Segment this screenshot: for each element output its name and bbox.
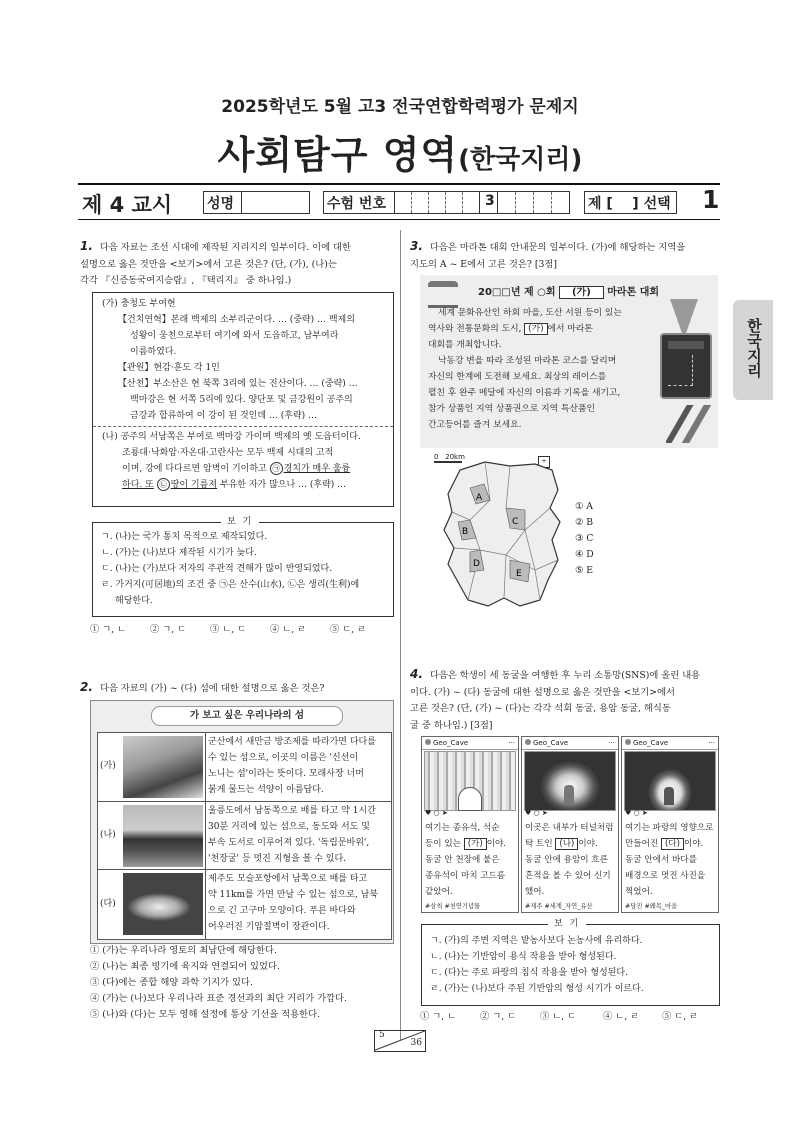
period-label: 제 4 교시 bbox=[82, 193, 173, 217]
name-field[interactable] bbox=[241, 192, 309, 213]
avatar bbox=[425, 739, 431, 745]
sns-post bbox=[521, 736, 619, 913]
bogi-item: ㄹ. (가)는 (나)보다 주된 기반암의 형성 시기가 이르다. bbox=[430, 984, 644, 994]
map-label-B: B bbox=[462, 527, 469, 537]
stem-line: 설명으로 옳은 것만을 <보기>에서 고른 것은? (단, (가), (나)는 bbox=[80, 258, 337, 270]
post-header bbox=[422, 737, 518, 750]
exam-number-cell[interactable] bbox=[428, 192, 429, 213]
ga-title: (가) 충청도 부여현 bbox=[102, 299, 176, 309]
stem-line: 각각 『신증동국여지승람』, 『택리지』 중 하나임.) bbox=[80, 275, 292, 286]
question-number: 2. bbox=[80, 680, 93, 694]
question-number: 4. bbox=[410, 667, 423, 681]
choice-4[interactable]: ④ (가)는 (나)보다 우리나라 표준 경선과의 최단 거리가 가깝다. bbox=[90, 993, 347, 1004]
person-figure bbox=[564, 785, 574, 805]
map-label-C: C bbox=[512, 517, 519, 527]
sns-post bbox=[621, 736, 719, 913]
marathon-poster bbox=[420, 275, 718, 448]
ga-line: 【산천】부소산은 현 북쪽 3리에 있는 진산이다. … (중략) … bbox=[118, 379, 358, 389]
exam-title: 2025학년도 5월 고3 전국연합학력평가 문제지 bbox=[221, 97, 579, 117]
column-divider bbox=[400, 230, 401, 1040]
ga-line: 금강과 합류하여 이 강이 된 것인데 … (후략) … bbox=[130, 411, 318, 421]
bogi-item: ㄷ. (다)는 주로 파랑의 침식 작용을 받아 형성된다. bbox=[430, 968, 628, 978]
q1-source-box bbox=[92, 292, 394, 507]
header-rule-top bbox=[78, 183, 720, 185]
row-desc: 제주도 모슬포항에서 남쪽으로 배를 타고 약 11km를 가면 만날 수 있는 섬으로, 남북 으로 긴 고구마 모양이다. 푸른 바다와 어우러진 기암절벽이 장관이다. bbox=[208, 874, 379, 932]
post-text: 여기는 종유석, 석순 등이 있는 (가) 이야. 동굴 안 천장에 붙은 종유석이 마치 고드름 같았어. bbox=[425, 823, 507, 897]
stem-line: 다음 자료의 (가) ~ (다) 섬에 대한 설명으로 옳은 것은? bbox=[99, 683, 325, 694]
exam-number-cell[interactable] bbox=[533, 192, 534, 213]
gyeongbuk-map bbox=[440, 460, 568, 610]
bogi-item: ㄷ. (나)는 (가)보다 저자의 주관적 견해가 많이 반영되었다. bbox=[101, 564, 333, 574]
select-box bbox=[584, 191, 677, 214]
map-label-E: E bbox=[516, 569, 522, 579]
map-label-D: D bbox=[473, 559, 480, 569]
choice-4[interactable]: ④ ㄴ, ㄹ bbox=[603, 1011, 640, 1022]
more-icon[interactable]: ··· bbox=[508, 739, 515, 747]
more-icon[interactable]: ··· bbox=[608, 739, 615, 747]
post-hashtags[interactable]: #삼척 #천연기념물 bbox=[425, 903, 481, 910]
bogi-item: ㄹ. 가거지(可居地)의 조건 중 ㉠은 산수(山水), ㉡은 생리(生利)에 bbox=[101, 580, 360, 590]
bogi-item: 해당한다. bbox=[115, 596, 153, 606]
exam-number-cell[interactable] bbox=[479, 192, 480, 213]
q1-source-ga bbox=[102, 296, 392, 424]
subject-title bbox=[0, 124, 800, 179]
ga-line: 【건치연혁】본래 백제의 소부리군이다. … (중략) … 백제의 bbox=[118, 315, 355, 325]
island-photo-da bbox=[123, 873, 203, 935]
name-label: 성명 bbox=[207, 196, 235, 212]
page-mark: 1 bbox=[702, 185, 720, 214]
stem-line: 이다. (가) ~ (다) 동굴에 대한 설명으로 옳은 것만을 <보기>에서 bbox=[410, 686, 676, 698]
na-line: 이며, 강에 다다르면 암벽이 기이하고 ㉠ 경치가 매우 훌륭 bbox=[122, 464, 351, 474]
question-2-stem bbox=[80, 679, 392, 698]
stem-line: 지도의 A ~ E에서 고른 것은? [3점] bbox=[410, 258, 557, 270]
post-text: 여기는 파랑의 영향으로 만들어진 (다) 이야. 동굴 안에서 바다를 배경으로 멋진 사진을 찍었어. bbox=[625, 823, 714, 897]
exam-number-cell[interactable] bbox=[515, 192, 516, 213]
exam-number-label: 수험 번호 bbox=[327, 196, 386, 212]
stem-line: 다음은 마라톤 대회 안내문의 일부이다. (가)에 해당하는 지역을 bbox=[429, 242, 686, 253]
island-photo-ga bbox=[123, 736, 203, 798]
account-name: Geo_Cave bbox=[533, 739, 569, 747]
post-hashtags[interactable]: #제주 #세계_자연_유산 bbox=[525, 903, 593, 910]
page-counter bbox=[374, 1030, 426, 1052]
choice-3[interactable]: ③ ㄴ, ㄷ bbox=[540, 1011, 577, 1022]
table-row bbox=[98, 733, 391, 801]
circle-mark: ㉠ bbox=[270, 462, 283, 475]
choice-1[interactable]: ① ㄱ, ㄴ bbox=[90, 624, 127, 635]
question-1 bbox=[80, 238, 392, 290]
row-label: (다) bbox=[100, 899, 116, 909]
post-header bbox=[622, 737, 718, 750]
question-number: 3. bbox=[410, 239, 423, 253]
stem-line: 다음은 학생이 세 동굴을 여행한 후 누리 소통망(SNS)에 올린 내용 bbox=[429, 670, 701, 681]
exam-number-cell[interactable] bbox=[394, 192, 395, 213]
table-col-divider bbox=[205, 733, 206, 939]
page-total: 36 bbox=[410, 1038, 422, 1048]
circle-mark: ㉡ bbox=[157, 478, 170, 491]
choice-5[interactable]: ⑤ E bbox=[575, 565, 594, 576]
q2-notebook bbox=[90, 700, 394, 944]
side-subject-tab-label: 한국지리 bbox=[745, 318, 763, 378]
bogi-title: 보 기 bbox=[548, 916, 586, 932]
na-line: 조룡대·낙화암·자온대·고란사는 모두 백제 시대의 고적 bbox=[122, 448, 334, 458]
island-photo-na bbox=[123, 805, 203, 867]
q1-source-divider bbox=[93, 426, 393, 427]
choice-3[interactable]: ③ C bbox=[575, 533, 594, 544]
post-actions[interactable]: ♥ ○ ➤ bbox=[625, 809, 648, 817]
choice-5[interactable]: ⑤ ㄷ, ㄹ bbox=[662, 1011, 699, 1022]
choice-5[interactable]: ⑤ ㄷ, ㄹ bbox=[330, 624, 367, 635]
post-text: 이곳은 내부가 터널처럼 탁 트인 (나) 이야. 동굴 안에 용암이 흐른 흔적을 볼 수 있어 신기 했어. bbox=[525, 823, 614, 897]
q1-source-na bbox=[102, 429, 392, 493]
runners-icon bbox=[666, 405, 712, 443]
name-box bbox=[203, 191, 310, 214]
exam-number-digit: 3 bbox=[485, 193, 495, 209]
subject-sub: (한국지리) bbox=[458, 145, 583, 175]
row-label: (나) bbox=[100, 830, 116, 840]
choice-1[interactable]: ① ㄱ, ㄴ bbox=[420, 1011, 457, 1022]
choice-2[interactable]: ② ㄱ, ㄷ bbox=[480, 1011, 517, 1022]
ga-line: 성왕이 웅천으로부터 여기에 와서 도읍하고, 남부여라 bbox=[130, 331, 339, 341]
question-1-stem bbox=[80, 238, 392, 290]
table-row bbox=[98, 869, 391, 940]
stem-line: 고른 것은? (단, (가) ~ (다)는 각각 석회 동굴, 용암 동굴, 해식동 bbox=[410, 703, 671, 714]
table-row bbox=[98, 801, 391, 870]
exam-number-cell[interactable] bbox=[445, 192, 446, 213]
exam-number-cell[interactable] bbox=[411, 192, 412, 213]
choice-2[interactable]: ② ㄱ, ㄷ bbox=[150, 624, 187, 635]
avatar bbox=[625, 739, 631, 745]
blank-ga: (가) bbox=[524, 323, 547, 335]
more-icon[interactable]: ··· bbox=[708, 739, 715, 747]
row-desc: 군산에서 새만금 방조제를 따라가면 다다를 수 있는 섬으로, 이곳의 이름은 '신선이 노니는 섬'이라는 뜻이다. 모래사장 너머 붉게 물드는 석양이 아름답다. bbox=[208, 737, 376, 795]
hanok-icon bbox=[428, 281, 458, 308]
poster-title: 20□□년 제 ○회 (가) 마라톤 대회 bbox=[478, 287, 660, 298]
page-number: 5 bbox=[379, 1030, 385, 1040]
subject-main: 사회탐구 영역 bbox=[217, 133, 459, 177]
exam-number-cell[interactable] bbox=[497, 192, 498, 213]
question-number: 1. bbox=[80, 239, 93, 253]
choice-2[interactable]: ② B bbox=[575, 517, 594, 528]
header-rule-bottom bbox=[78, 219, 720, 220]
compass-icon: + bbox=[538, 456, 550, 468]
row-label: (가) bbox=[100, 761, 116, 771]
ga-line: 이름하였다. bbox=[130, 347, 177, 357]
choice-4[interactable]: ④ ㄴ, ㄹ bbox=[270, 624, 307, 635]
choice-3[interactable]: ③ ㄴ, ㄷ bbox=[210, 624, 247, 635]
bogi-item: ㄱ. (가)의 주변 지역은 밭농사보다 논농사에 유리하다. bbox=[430, 936, 643, 946]
row-desc: 울릉도에서 남동쪽으로 배를 타고 약 1시간 30분 거리에 있는 섬으로, 동도와 서도 및 부속 도서로 이루어져 있다. '독립문바위', '천장굴' 등 멋진 지형을 볼 수 있다. bbox=[208, 806, 376, 864]
q2-table bbox=[97, 732, 392, 940]
bogi-title: 보 기 bbox=[221, 514, 259, 530]
map-scale: 0 20km bbox=[434, 453, 465, 461]
person-figure bbox=[664, 787, 674, 805]
post-hashtags[interactable]: #당진 #왜목_마을 bbox=[625, 903, 678, 910]
account-name: Geo_Cave bbox=[433, 739, 469, 747]
q1-bogi-box bbox=[92, 517, 394, 617]
account-name: Geo_Cave bbox=[633, 739, 669, 747]
exam-number-box bbox=[323, 191, 570, 214]
stem-line: 굴 중 하나임.) [3점] bbox=[410, 719, 493, 731]
avatar bbox=[525, 739, 531, 745]
question-3-stem bbox=[410, 238, 728, 273]
na-line: 하다. 또 ㉡ 땅이 기름져 부유한 자가 많으나 … (후략) … bbox=[122, 480, 347, 490]
na-line: (나) 공주의 서남쪽은 부여로 백마강 가이며 백제의 옛 도읍터이다. bbox=[102, 432, 361, 442]
post-header bbox=[522, 737, 618, 750]
select-label: 제 [ ] 선택 bbox=[588, 196, 671, 212]
choice-1[interactable]: ① (가)는 우리나라 영토의 최남단에 해당한다. bbox=[90, 945, 277, 956]
bogi-item: ㄴ. (가)는 (나)보다 제작된 시기가 늦다. bbox=[101, 548, 257, 558]
person-figure bbox=[458, 787, 482, 811]
choice-3[interactable]: ③ (다)에는 종합 해양 과학 기지가 있다. bbox=[90, 977, 253, 988]
choice-4[interactable]: ④ D bbox=[575, 549, 594, 560]
poster-para-1: 세계 문화유산인 하회 마을, 도산 서원 등이 있는 역사와 전통문화의 도시, (가) 에서 마라톤 대회를 개최합니다. 낙동강 변을 따라 조성된 마라톤 코스를 달리며 자신의 한계에 도전해 보세요. 최상의 레이스를 펼친 후 완주 메달에 자신의 이름과 기록을 새기고, 참가 상품인 지역 상품권으로 지역 특산품인 간고등어를 즐겨 보세요. bbox=[428, 308, 622, 430]
medal-icon bbox=[660, 333, 712, 399]
q4-bogi-box bbox=[421, 919, 720, 1006]
choice-1[interactable]: ① A bbox=[575, 501, 594, 512]
ga-line: 백마강은 현 서쪽 5리에 있다. 양단포 및 금강원이 공주의 bbox=[130, 395, 353, 405]
stem-line: 다음 자료는 조선 시대에 제작된 지리지의 일부이다. 이에 대한 bbox=[99, 242, 352, 253]
side-subject-tab bbox=[733, 300, 773, 400]
q2-banner: 가 보고 싶은 우리나라의 섬 bbox=[151, 706, 343, 726]
post-actions[interactable]: ♥ ○ ➤ bbox=[525, 809, 548, 817]
sns-post bbox=[421, 736, 519, 913]
choice-5[interactable]: ⑤ (나)와 (다)는 모두 영해 설정에 통상 기선을 적용한다. bbox=[90, 1009, 321, 1020]
bogi-item: ㄴ. (나)는 기반암이 용식 작용을 받아 형성된다. bbox=[430, 952, 617, 962]
exam-number-cell[interactable] bbox=[462, 192, 463, 213]
ga-line: 【관원】현감·훈도 각 1인 bbox=[118, 363, 220, 373]
choice-2[interactable]: ② (나)는 최종 빙기에 육지와 연결되어 있었다. bbox=[90, 961, 280, 972]
exam-number-cell[interactable] bbox=[551, 192, 552, 213]
question-4-stem bbox=[410, 666, 730, 734]
map-label-A: A bbox=[476, 493, 483, 503]
bogi-item: ㄱ. (나)는 국가 통치 목적으로 제작되었다. bbox=[101, 532, 268, 542]
post-actions[interactable]: ♥ ○ ➤ bbox=[425, 809, 448, 817]
